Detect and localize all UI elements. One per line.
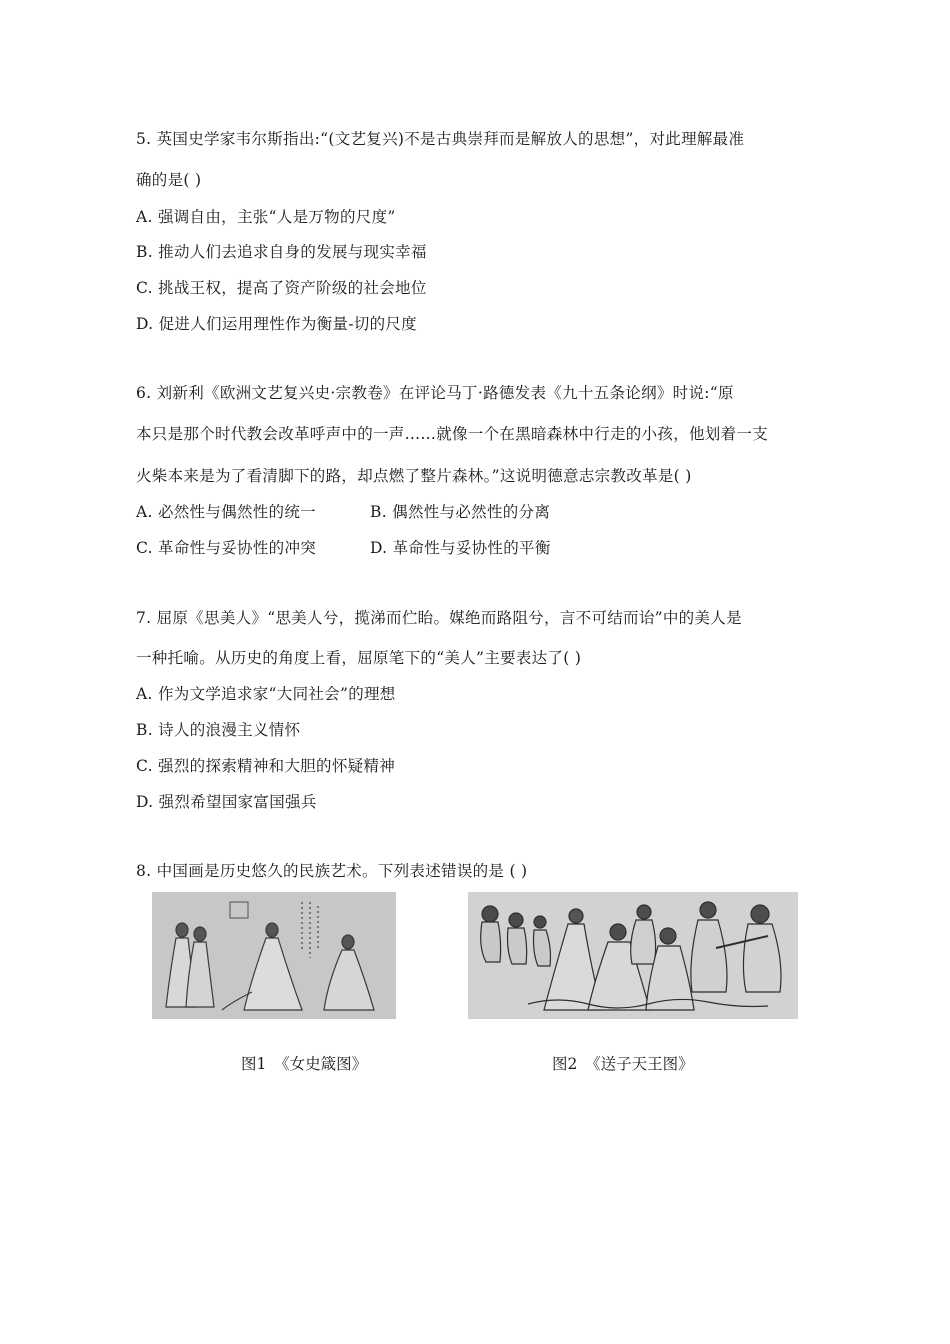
q7-option-b: B. 诗人的浪漫主义情怀 <box>136 721 301 739</box>
q5-option-d: D. 促进人们运用理性作为衡量-切的尺度 <box>136 315 417 333</box>
q6-stem-line1: 6. 刘新利《欧洲文艺复兴史·宗教卷》在评论马丁·路德发表《九十五条论纲》时说:“原 <box>136 384 734 402</box>
q6-stem-line2: 本只是那个时代教会改革呼声中的一声……就像一个在黑暗森林中行走的小孩，他划着一支 <box>136 425 769 443</box>
q6-option-c: C. 革命性与妥协性的冲突 <box>136 539 317 557</box>
q5-stem-line1: 5. 英国史学家韦尔斯指出:“(文艺复兴)不是古典崇拜而是解放人的思想”，对此理解最准 <box>136 130 745 148</box>
q6-option-a: A. 必然性与偶然性的统一 <box>136 503 316 521</box>
figure-1-painting <box>152 892 396 1019</box>
q8-stem: 8. 中国画是历史悠久的民族艺术。下列表述错误的是 ( ) <box>136 862 528 880</box>
q7-stem-line1: 7. 屈原《思美人》“思美人兮，揽涕而伫眙。媒绝而路阻兮，言不可结而诒”中的美人是 <box>136 609 742 627</box>
q5-option-a: A. 强调自由，主张“人是万物的尺度” <box>136 208 396 226</box>
q6-stem-line3: 火柴本来是为了看清脚下的路，却点燃了整片森林。”这说明德意志宗教改革是( ) <box>136 467 692 485</box>
q5-stem-line2: 确的是( ) <box>136 171 202 189</box>
q5-option-b: B. 推动人们去追求自身的发展与现实幸福 <box>136 243 427 261</box>
q7-stem-line2: 一种托喻。从历史的角度上看，屈原笔下的“美人”主要表达了( ) <box>136 649 582 667</box>
q7-option-a: A. 作为文学追求家“大同社会”的理想 <box>136 685 396 703</box>
q6-option-b: B. 偶然性与必然性的分离 <box>370 503 551 521</box>
q7-option-d: D. 强烈希望国家富国强兵 <box>136 793 317 811</box>
figure-2-painting <box>468 892 798 1019</box>
figure-1-caption: 图1 《女史箴图》 <box>241 1055 368 1073</box>
q5-option-c: C. 挑战王权，提高了资产阶级的社会地位 <box>136 279 427 297</box>
figure-2-caption: 图2 《送子天王图》 <box>552 1055 694 1073</box>
q6-option-d: D. 革命性与妥协性的平衡 <box>370 539 551 557</box>
q7-option-c: C. 强烈的探索精神和大胆的怀疑精神 <box>136 757 396 775</box>
